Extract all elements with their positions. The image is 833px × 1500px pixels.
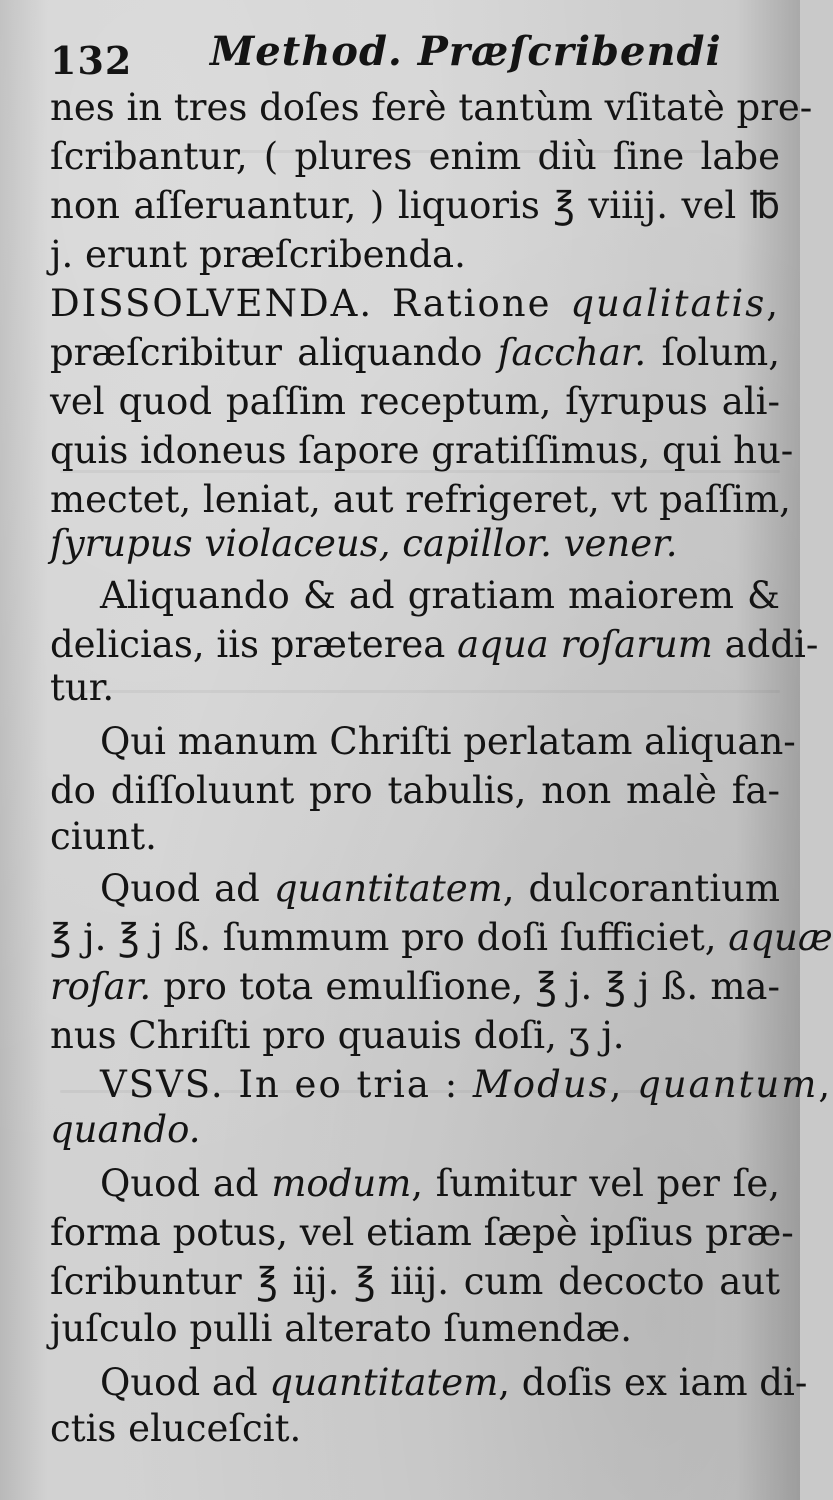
text-line: vel quod paſſim receptum, ſyrupus ali- — [50, 380, 780, 423]
text-line: Aliquando & ad gratiam maiorem & — [100, 574, 780, 617]
text-line: DISSOLVENDA. Ratione qualitatis, — [50, 282, 780, 325]
text-line: Quod ad quantitatem, doſis ex iam di- — [100, 1361, 808, 1404]
text-line: nus Chriſti pro quauis doſi, ʒ j. — [50, 1014, 625, 1057]
text-line: juſculo pulli alterato ſumendæ. — [50, 1307, 633, 1350]
text-line: quis idoneus ſapore gratiſſimus, qui hu- — [50, 429, 794, 472]
text-line: quando. — [50, 1108, 201, 1151]
text-line: mectet, leniat, aut refrigeret, vt paſſim, — [50, 478, 791, 521]
text-line: Quod ad modum, ſumitur vel per ſe, — [100, 1162, 781, 1205]
text-line: delicias, iis præterea aqua roſarum addi- — [50, 623, 819, 666]
text-line: Quod ad quantitatem, dulcorantium — [100, 867, 780, 910]
text-line: ſcribantur, ( plures enim diù ſine labe — [50, 135, 780, 178]
text-line: j. erunt præſcribenda. — [50, 233, 466, 276]
text-line: ſyrupus violaceus, capillor. vener. — [50, 522, 678, 565]
text-line: tur. — [50, 666, 115, 709]
text-line: ℥ j. ℥ j ß. ſummum pro doſi ſufficiet, aquæ — [50, 916, 833, 959]
page-number: 132 — [50, 38, 133, 83]
text-line: Qui manum Chriſti perlatam aliquan- — [100, 720, 796, 763]
text-line: VSVS. In eo tria : Modus, quantum, — [100, 1063, 833, 1106]
text-line: non aſſeruantur, ) liquoris ℥ viiij. vel ℔ — [50, 184, 780, 227]
running-head: Method. Præſcribendi — [210, 28, 722, 75]
text-line: nes in tres doſes ferè tantùm vſitatè pre- — [50, 86, 813, 129]
text-line: ciunt. — [50, 815, 157, 858]
text-line: ſcribuntur ℥ iij. ℥ iiij. cum decocto aut — [50, 1260, 780, 1303]
text-line: præſcribitur aliquando ſacchar. ſolum, — [50, 331, 780, 374]
text-line: ctis eluceſcit. — [50, 1407, 302, 1450]
text-line: forma potus, vel etiam ſæpè ipſius præ- — [50, 1211, 794, 1254]
text-line: do diſſoluunt pro tabulis, non malè fa- — [50, 769, 780, 812]
text-line: roſar. pro tota emulſione, ℥ j. ℥ j ß. ma- — [50, 965, 780, 1008]
